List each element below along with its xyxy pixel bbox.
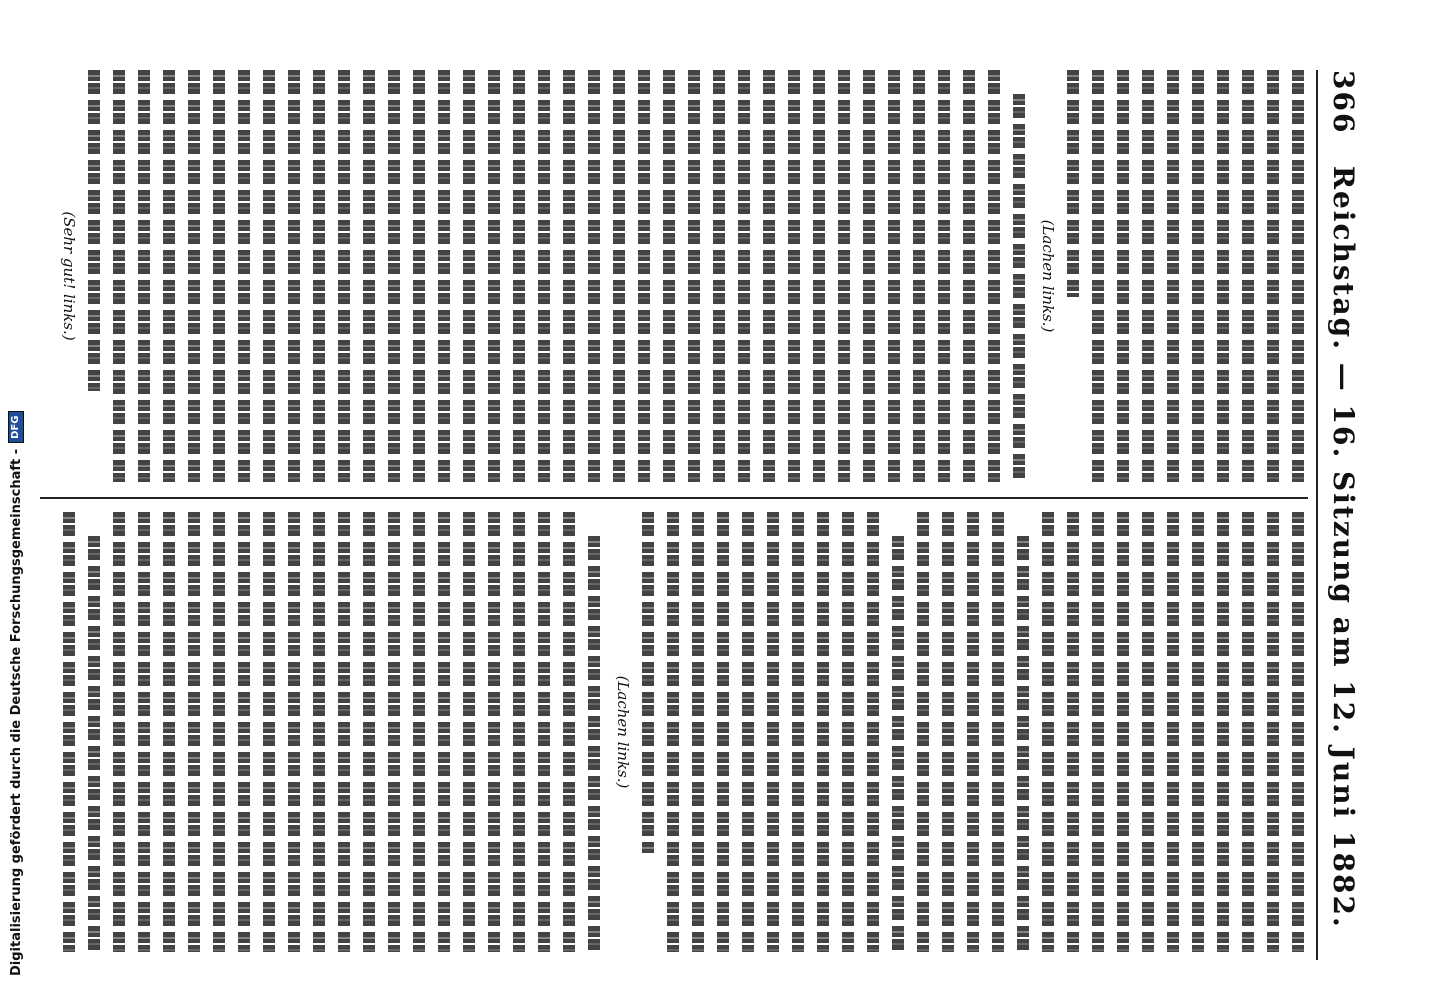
interjection: (Sehr gut! links.) bbox=[60, 211, 78, 341]
text-line bbox=[563, 512, 575, 952]
text-line bbox=[1242, 70, 1254, 482]
text-line bbox=[688, 70, 700, 482]
text-line bbox=[163, 70, 175, 482]
dfg-logo-icon: DFG bbox=[8, 412, 24, 443]
text-line bbox=[763, 70, 775, 482]
text-line bbox=[338, 512, 350, 952]
text-line bbox=[88, 536, 100, 952]
text-line bbox=[742, 512, 754, 952]
text-line bbox=[588, 70, 600, 482]
text-line bbox=[963, 70, 975, 482]
interjection: (Lachen links.) bbox=[614, 675, 632, 789]
text-line bbox=[1017, 536, 1029, 952]
text-line bbox=[138, 512, 150, 952]
text-line bbox=[463, 512, 475, 952]
text-column-left bbox=[40, 70, 1304, 482]
text-line bbox=[717, 512, 729, 952]
page-title: Reichstag. — 16. Sitzung am 12. Juni 1882. bbox=[1327, 165, 1361, 929]
text-line bbox=[888, 70, 900, 482]
text-line bbox=[513, 70, 525, 482]
text-line bbox=[713, 70, 725, 482]
text-line bbox=[938, 70, 950, 482]
text-line bbox=[588, 536, 600, 952]
text-line bbox=[538, 70, 550, 482]
running-header bbox=[1324, 70, 1364, 960]
text-line bbox=[263, 70, 275, 482]
header-rule bbox=[1316, 70, 1318, 960]
text-line bbox=[638, 70, 650, 482]
text-line bbox=[842, 512, 854, 952]
text-line bbox=[188, 512, 200, 952]
text-line bbox=[113, 512, 125, 952]
text-line bbox=[213, 512, 225, 952]
text-line bbox=[1092, 70, 1104, 482]
text-line bbox=[1267, 512, 1279, 952]
text-line bbox=[1217, 70, 1229, 482]
text-line bbox=[1067, 70, 1079, 297]
text-line bbox=[263, 512, 275, 952]
digitization-note: Digitalisierung gefördert durch die Deutsche Forschungsgemeinschaft - bbox=[8, 448, 24, 976]
text-line bbox=[817, 512, 829, 952]
text-line bbox=[438, 512, 450, 952]
text-line bbox=[1167, 70, 1179, 482]
page-number: 366 bbox=[1327, 70, 1361, 135]
text-line bbox=[188, 70, 200, 482]
text-line bbox=[1292, 70, 1304, 482]
text-line bbox=[138, 70, 150, 482]
text-line bbox=[967, 512, 979, 952]
text-line bbox=[88, 70, 100, 391]
text-line bbox=[338, 70, 350, 482]
text-line bbox=[488, 70, 500, 482]
text-line bbox=[63, 512, 75, 952]
text-line bbox=[163, 512, 175, 952]
text-line bbox=[913, 70, 925, 482]
text-line bbox=[767, 512, 779, 952]
text-line bbox=[838, 70, 850, 482]
text-line bbox=[363, 512, 375, 952]
text-line bbox=[813, 70, 825, 482]
text-line bbox=[788, 70, 800, 482]
text-line bbox=[1117, 512, 1129, 952]
text-line bbox=[892, 536, 904, 952]
text-line bbox=[738, 70, 750, 482]
text-line bbox=[867, 512, 879, 952]
text-line bbox=[113, 70, 125, 482]
text-line bbox=[863, 70, 875, 482]
text-line bbox=[1142, 70, 1154, 482]
text-line bbox=[313, 512, 325, 952]
text-line bbox=[413, 512, 425, 952]
text-line bbox=[238, 70, 250, 482]
text-line bbox=[992, 512, 1004, 952]
text-line bbox=[488, 512, 500, 952]
column-divider bbox=[40, 497, 1308, 499]
text-line bbox=[1117, 70, 1129, 482]
interjection: (Lachen links.) bbox=[1039, 219, 1057, 333]
text-line bbox=[1242, 512, 1254, 952]
text-line bbox=[667, 512, 679, 952]
text-line bbox=[1042, 512, 1054, 952]
text-line bbox=[1092, 512, 1104, 952]
text-line bbox=[313, 70, 325, 482]
text-line bbox=[1192, 70, 1204, 482]
text-line bbox=[238, 512, 250, 952]
text-line bbox=[1013, 94, 1025, 482]
text-line bbox=[988, 70, 1000, 482]
text-line bbox=[1192, 512, 1204, 952]
text-line bbox=[288, 70, 300, 482]
text-line bbox=[363, 70, 375, 482]
text-line bbox=[288, 512, 300, 952]
text-column-right bbox=[40, 512, 1304, 952]
text-line bbox=[613, 70, 625, 482]
text-line bbox=[663, 70, 675, 482]
text-line bbox=[692, 512, 704, 952]
text-line bbox=[438, 70, 450, 482]
text-line bbox=[1267, 70, 1279, 482]
text-line bbox=[513, 512, 525, 952]
text-line bbox=[1292, 512, 1304, 952]
text-line bbox=[942, 512, 954, 952]
text-line bbox=[538, 512, 550, 952]
text-line bbox=[563, 70, 575, 482]
text-line bbox=[917, 512, 929, 952]
text-line bbox=[1167, 512, 1179, 952]
text-line bbox=[1217, 512, 1229, 952]
text-line bbox=[642, 512, 654, 855]
text-line bbox=[1142, 512, 1154, 952]
text-line bbox=[463, 70, 475, 482]
text-line bbox=[388, 70, 400, 482]
text-line bbox=[388, 512, 400, 952]
text-line bbox=[413, 70, 425, 482]
text-line bbox=[1067, 512, 1079, 952]
text-line bbox=[792, 512, 804, 952]
text-line bbox=[213, 70, 225, 482]
